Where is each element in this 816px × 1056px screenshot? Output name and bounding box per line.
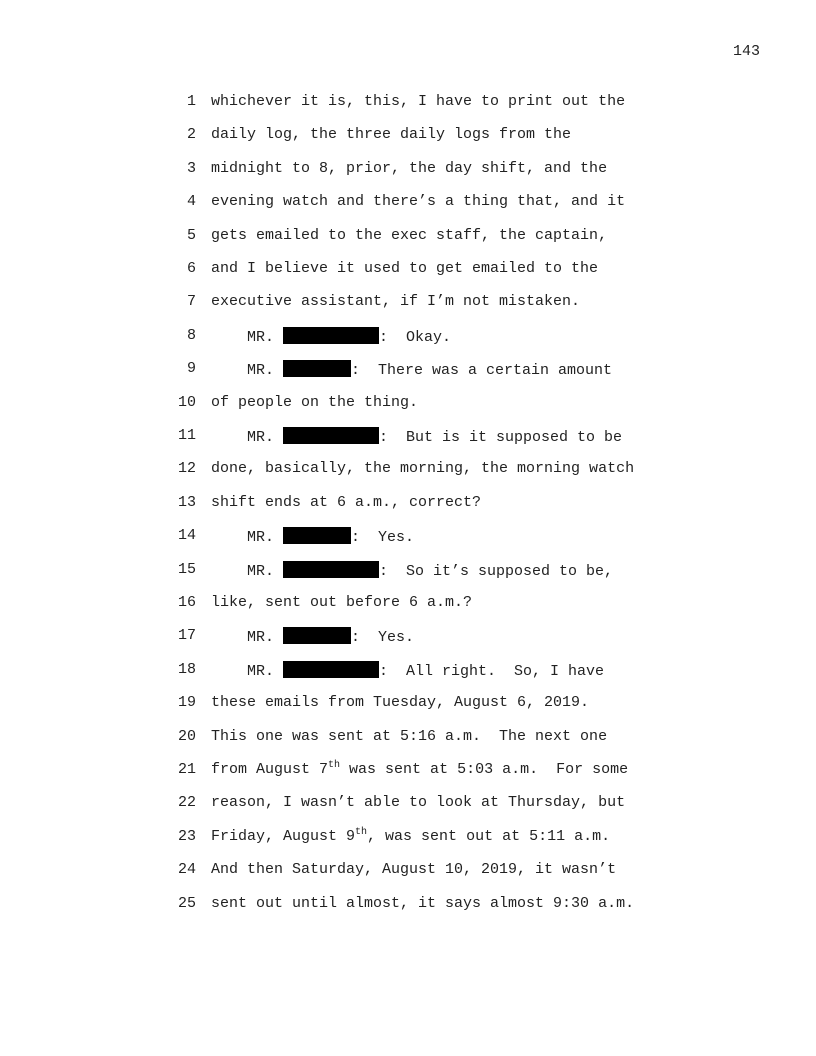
line-text [211, 728, 607, 745]
redaction-box [283, 327, 379, 344]
line-content: sent out until almost, it says almost 9:30 a.m. [211, 894, 635, 912]
line-content: these emails from Tuesday, August 6, 2019. [211, 694, 590, 712]
line-number: 6 [186, 260, 196, 277]
line-content: : Yes. [351, 529, 415, 547]
line-text [211, 561, 613, 580]
line-number: 24 [177, 861, 196, 879]
line-number: 19 [177, 694, 196, 712]
redaction-box [283, 427, 379, 444]
line-number: 13 [177, 493, 196, 511]
line-content: gets emailed to the exec staff, the captain, [211, 226, 608, 244]
line-content: : So it’s supposed to be, [379, 562, 614, 580]
line-number: 2 [186, 126, 196, 144]
line-number: 18 [177, 660, 196, 678]
speaker-label: MR. [211, 562, 284, 580]
line-content: : All right. So, I have [379, 662, 605, 680]
line-content: whichever it is, this, I have to print out the [211, 93, 626, 110]
line-text [211, 694, 589, 711]
line-number: 3 [186, 159, 196, 177]
line-number: 9 [186, 360, 196, 378]
redaction-box [283, 627, 351, 644]
line-content: : Okay. [379, 328, 452, 346]
speaker-label: MR. [211, 629, 284, 647]
speaker-label: MR. [211, 328, 284, 346]
line-number: 8 [186, 326, 196, 344]
line-number: 16 [177, 594, 196, 611]
line-text [211, 627, 414, 646]
redaction-box [283, 561, 379, 578]
line-content: of people on the thing. [211, 393, 419, 411]
line-content: midnight to 8, prior, the day shift, and the [211, 159, 608, 177]
line-text [211, 895, 634, 912]
line-text [211, 794, 625, 811]
line-content: done, basically, the morning, the morning watch [211, 460, 635, 478]
line-number: 11 [177, 427, 196, 444]
line-text [211, 761, 628, 778]
line-content: Friday, August 9 [211, 827, 356, 845]
line-content: daily log, the three daily logs from the [211, 126, 572, 144]
line-content: executive assistant, if I’m not mistaken. [211, 293, 581, 311]
line-content: This one was sent at 5:16 a.m. The next one [211, 727, 608, 745]
speaker-label: MR. [211, 429, 284, 446]
line-text [211, 427, 622, 446]
redaction-box [283, 527, 351, 544]
page-number: 143 [733, 43, 761, 60]
line-text [211, 661, 604, 680]
line-text [211, 861, 616, 878]
line-content: : But is it supposed to be [379, 429, 623, 446]
line-number: 10 [177, 393, 196, 411]
ordinal-suffix: th [355, 826, 368, 838]
line-text [211, 260, 598, 277]
line-number: 15 [177, 560, 196, 578]
line-content: evening watch and there’s a thing that, and it [211, 193, 626, 211]
line-text [211, 394, 418, 411]
line-content: : Yes. [351, 629, 415, 647]
line-content: And then Saturday, August 10, 2019, it wasn’t [211, 861, 617, 879]
line-content-after: was sent at 5:03 a.m. For some [340, 761, 629, 778]
speaker-label: MR. [211, 662, 284, 680]
line-content: shift ends at 6 a.m., correct? [211, 493, 482, 511]
line-content: like, sent out before 6 a.m.? [211, 594, 473, 611]
line-number: 20 [177, 727, 196, 745]
line-text [211, 460, 634, 477]
line-text [211, 594, 472, 611]
line-content-after: , was sent out at 5:11 a.m. [367, 827, 611, 845]
speaker-label: MR. [211, 529, 284, 547]
line-text [211, 360, 612, 379]
line-text [211, 227, 607, 244]
line-text [211, 160, 607, 177]
line-number: 4 [186, 193, 196, 211]
line-number: 5 [186, 226, 196, 244]
line-text [211, 293, 580, 310]
line-text [211, 93, 625, 110]
line-text [211, 494, 481, 511]
line-content: : There was a certain amount [351, 362, 613, 380]
line-text [211, 193, 625, 210]
line-number: 14 [177, 527, 196, 545]
line-content: reason, I wasn’t able to look at Thursday, but [211, 794, 626, 812]
line-text [211, 828, 610, 845]
line-number: 25 [177, 894, 196, 912]
line-content: and I believe it used to get emailed to the [211, 260, 599, 277]
line-number: 23 [177, 827, 196, 845]
speaker-label: MR. [211, 362, 284, 380]
line-number: 12 [177, 460, 196, 478]
line-number: 21 [177, 761, 196, 778]
line-text [211, 126, 571, 143]
line-number: 22 [177, 794, 196, 812]
line-text [211, 527, 414, 546]
line-number: 1 [186, 93, 196, 110]
redaction-box [283, 360, 351, 377]
line-number: 7 [186, 293, 196, 311]
redaction-box [283, 661, 379, 678]
line-text [211, 327, 451, 346]
line-content: from August 7 [211, 761, 329, 778]
ordinal-suffix: th [328, 760, 341, 771]
line-number: 17 [177, 627, 196, 645]
